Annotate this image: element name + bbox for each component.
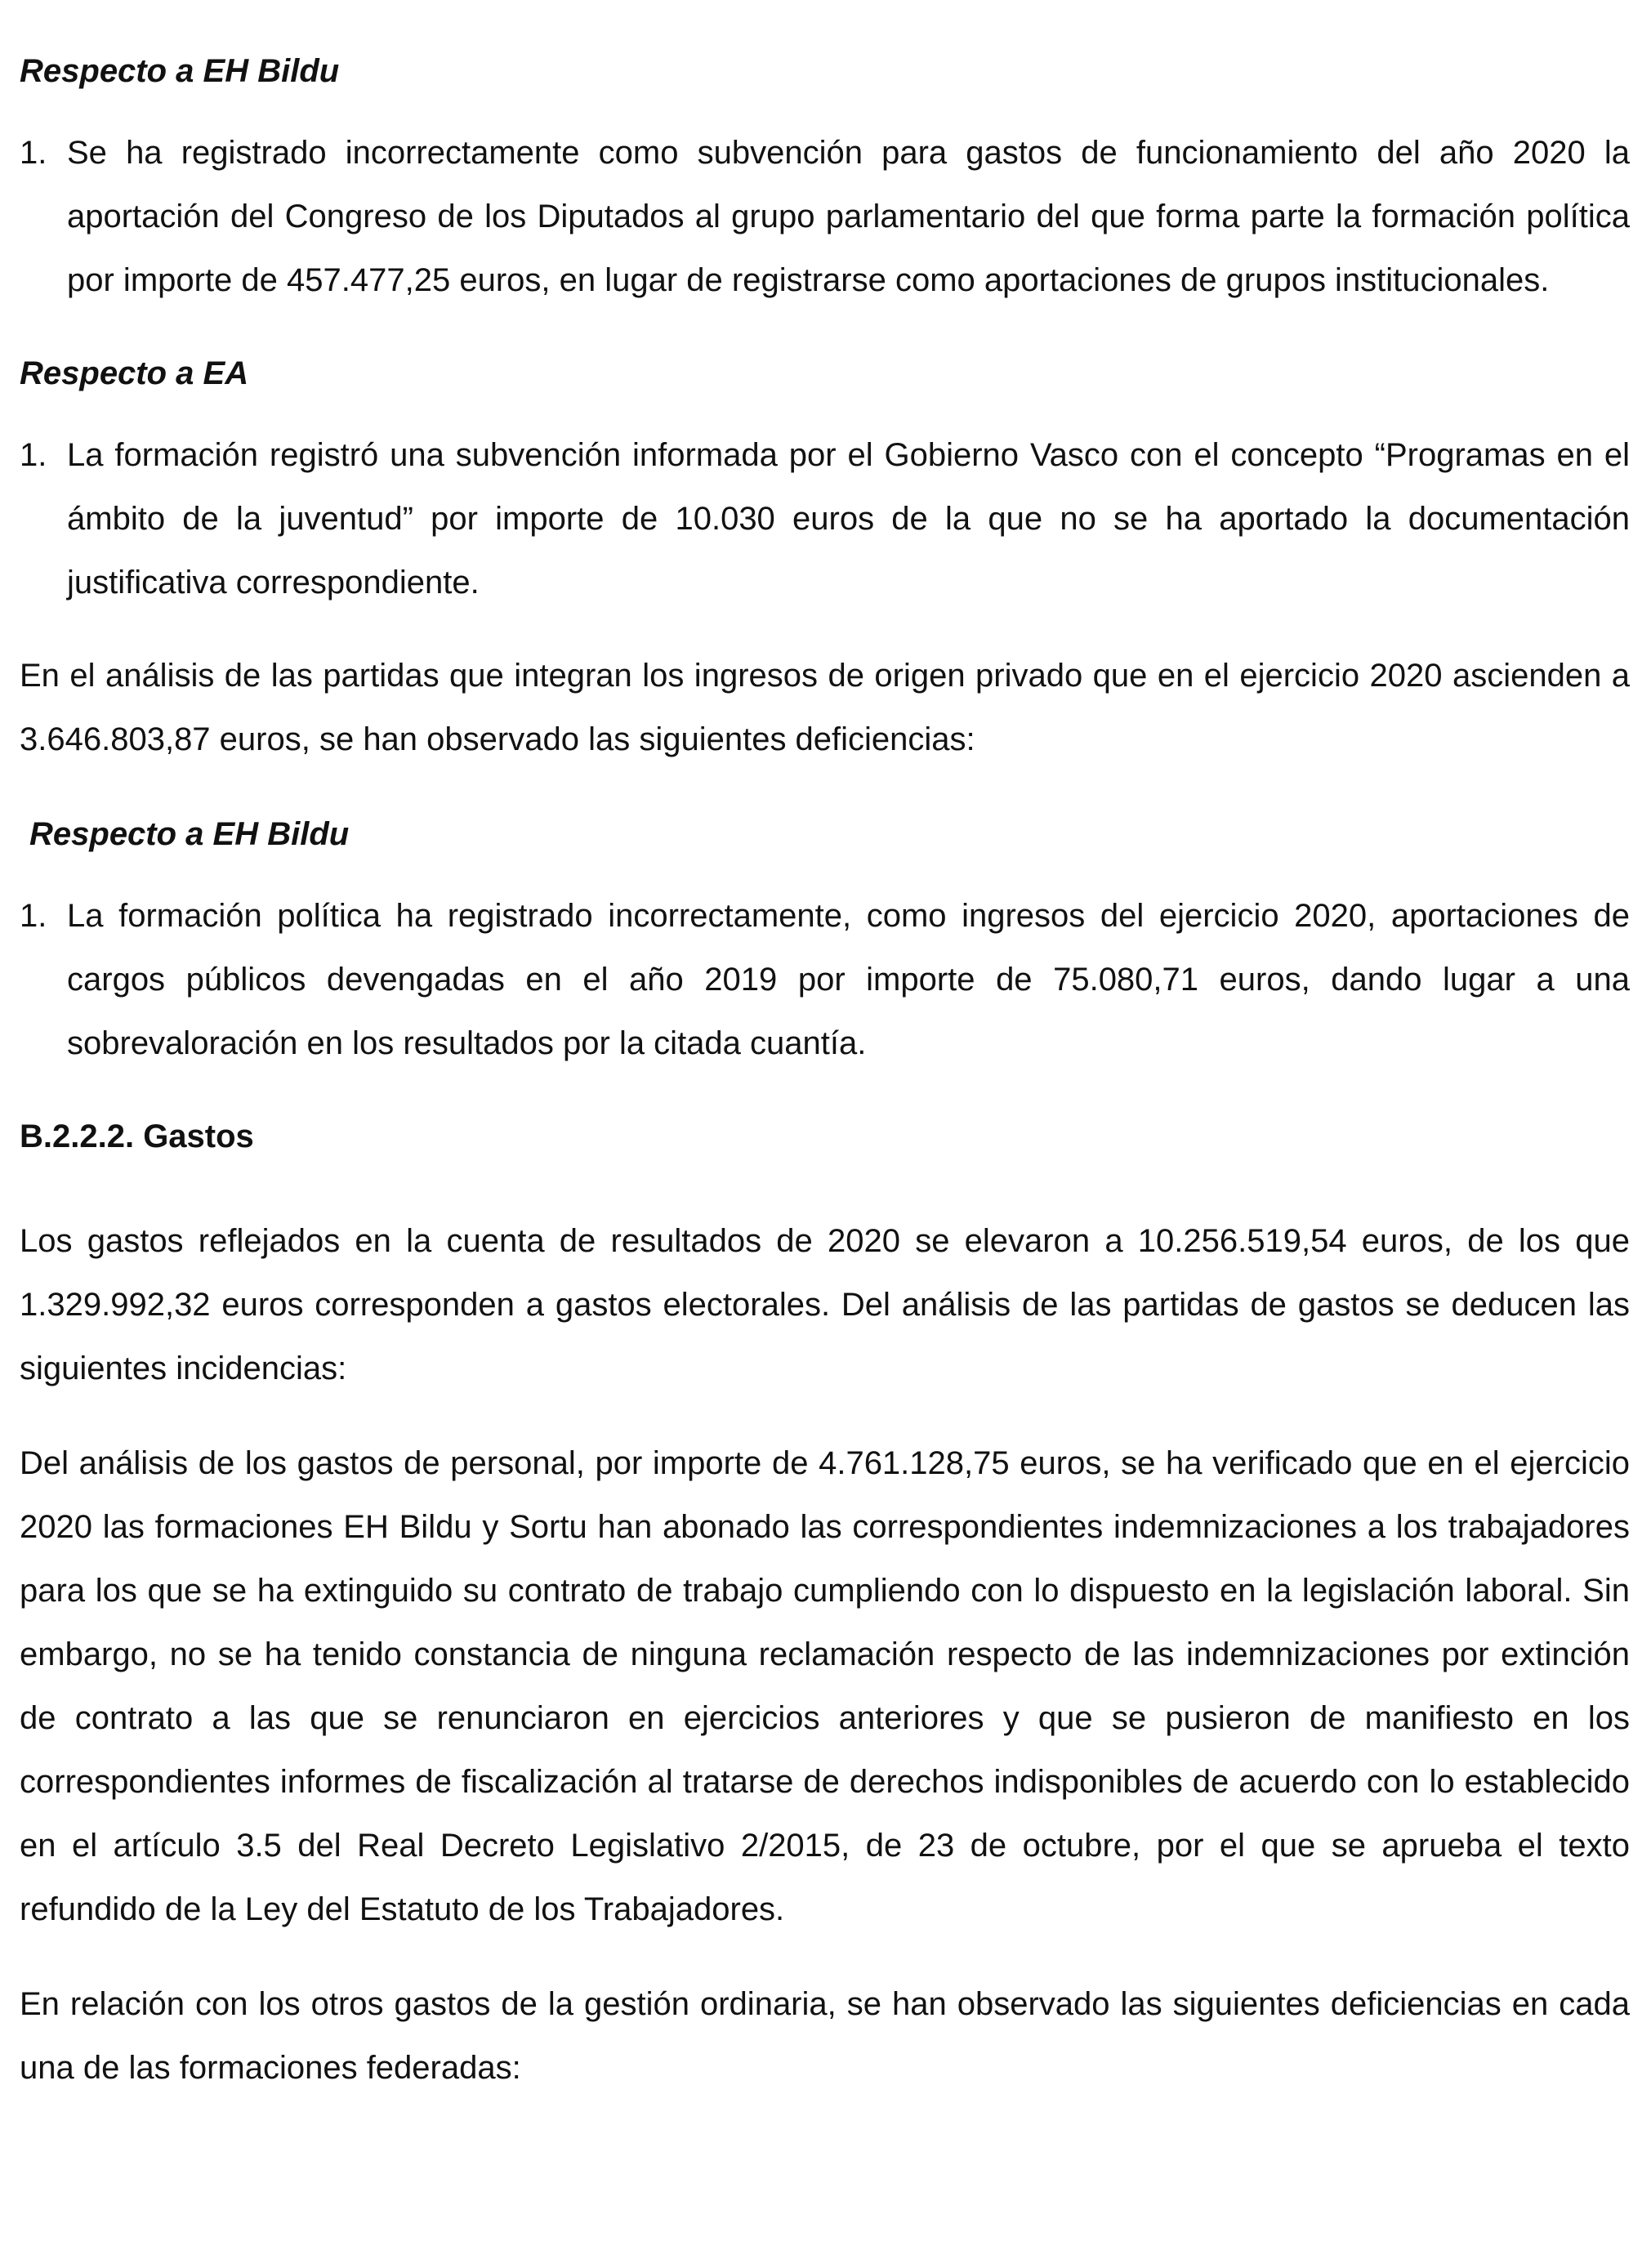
numbered-list — [20, 884, 1630, 1075]
section-eh-bildu — [20, 39, 1630, 312]
section-eh-bildu-private — [20, 802, 1630, 1075]
list-number: 1. — [20, 437, 47, 473]
list-item — [20, 423, 1630, 614]
section-heading: Respecto a EH Bildu — [29, 816, 350, 852]
section-heading: Respecto a EH Bildu — [20, 53, 340, 89]
paragraph-gastos-personal: Del análisis de los gastos de personal, por importe de 4.761.128,75 euros, se ha verificado que en el ejercicio 2020 las formaciones EH Bildu y Sortu han abonado las correspondientes indemnizaciones a los trabajadores para los que se ha extinguido su contrato de trabajo cumpliendo con lo dispuesto en la legislación laboral. Sin embargo, no se ha tenido constancia de ninguna reclamación respecto de las indemnizaciones por extinción de contrato a las que se renunciaron en ejercicios anteriores y que se pusieron de manifiesto en los correspondientes informes de fiscalización al tratarse de derechos indisponibles de acuerdo con lo establecido en el artículo 3.5 del Real Decreto Legislativo 2/2015, de 23 de octubre, por el que se aprueba el texto refundido de la Ley del Estatuto de los Trabajadores. — [20, 1445, 1630, 1927]
paragraph-gastos-total: Los gastos reflejados en la cuenta de resultados de 2020 se elevaron a 10.256.519,54 euros, de los que 1.329.992,32 euros corresponden a gastos electorales. Del análisis de las partidas de gastos se deducen las siguientes incidencias: — [20, 1223, 1630, 1386]
list-number: 1. — [20, 898, 47, 934]
list-item — [20, 884, 1630, 1075]
list-item — [20, 121, 1630, 312]
section-heading-gastos: B.2.2.2. Gastos — [20, 1118, 254, 1154]
paragraph-gastos-otros: En relación con los otros gastos de la gestión ordinaria, se han observado las siguientes deficiencias en cada una de las formaciones federadas: — [20, 1986, 1630, 2086]
list-text: La formación política ha registrado incorrectamente, como ingresos del ejercicio 2020, aportaciones de cargos públicos devengadas en el año 2019 por importe de 75.080,71 euros, dando lugar a una sobrevaloración en los resultados por la citada cuantía. — [67, 898, 1630, 1061]
paragraph-private-income: En el análisis de las partidas que integran los ingresos de origen privado que en el ejercicio 2020 ascienden a 3.646.803,87 euros, se han observado las siguientes deficiencias: — [20, 658, 1630, 757]
list-text: La formación registró una subvención informada por el Gobierno Vasco con el concepto “Programas en el ámbito de la juventud” por importe de 10.030 euros de la que no se ha aportado la documentación justificativa correspondiente. — [67, 437, 1630, 600]
numbered-list — [20, 423, 1630, 614]
list-text: Se ha registrado incorrectamente como subvención para gastos de funcionamiento del año 2020 la aportación del Congreso de los Diputados al grupo parlamentario del que forma parte la formación política por importe de 457.477,25 euros, en lugar de registrarse como aportaciones de grupos institucionales. — [67, 135, 1630, 298]
section-heading: Respecto a EA — [20, 355, 249, 391]
section-ea — [20, 342, 1630, 614]
numbered-list — [20, 121, 1630, 312]
section-gastos — [20, 1105, 1630, 2100]
list-number: 1. — [20, 135, 47, 171]
